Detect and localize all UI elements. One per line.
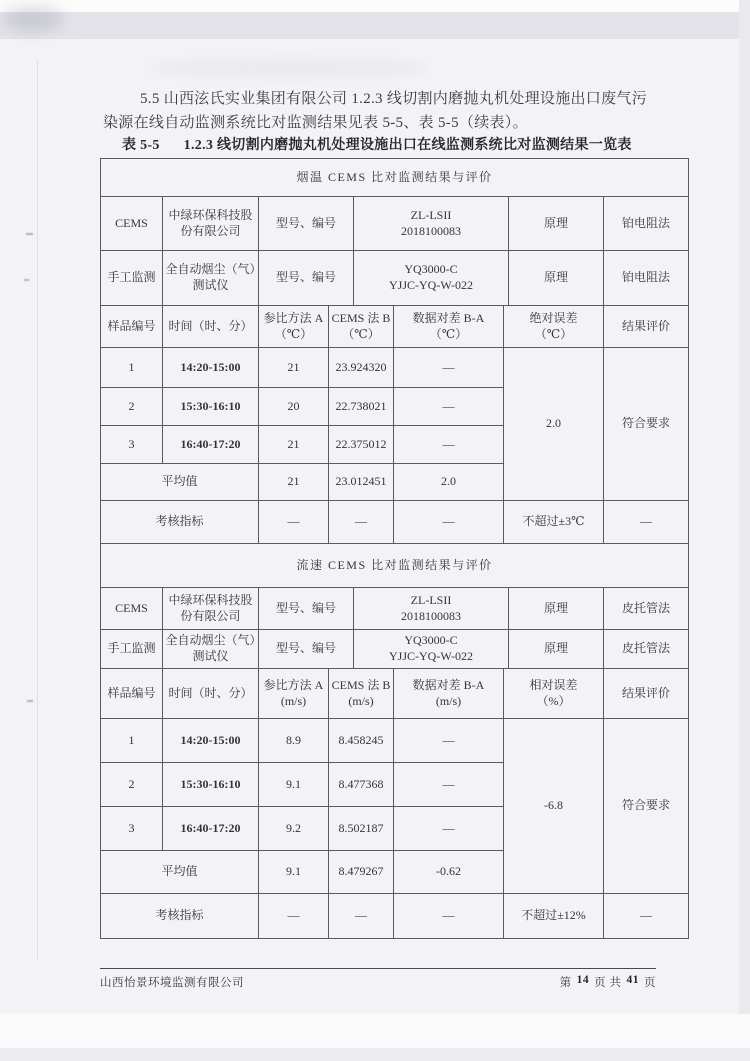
- time-range: 16:40-17:20: [163, 807, 259, 851]
- footer-company: 山西怡景环境监测有限公司: [100, 977, 244, 989]
- sample-no: 1: [101, 719, 163, 763]
- col-header-ref-unit: （℃）: [274, 326, 313, 341]
- cems-value: 22.738021: [329, 388, 394, 426]
- manual-label: 手工监测: [101, 630, 163, 669]
- table-row: [101, 630, 689, 669]
- assessment-cems: —: [329, 501, 394, 544]
- cems-model: ZL-LSII: [410, 207, 452, 222]
- col-header-cems-text: CEMS 法 B: [331, 310, 391, 325]
- manual-model-serial: [354, 251, 509, 306]
- comparison-results-table: [100, 158, 689, 939]
- col-header-error-text: 相对误差: [529, 677, 578, 692]
- manual-model: YQ3000-C: [404, 262, 458, 277]
- page-prefix: 第: [559, 977, 572, 989]
- scan-artifact: [24, 279, 29, 281]
- page-current: 14: [576, 974, 590, 986]
- cems-value: 8.479267: [329, 851, 394, 894]
- time-range: 14:20-15:00: [163, 719, 259, 763]
- col-header-diff-unit: （℃）: [429, 326, 468, 341]
- col-header-sample: 样品编号: [101, 306, 163, 348]
- table-row: [101, 544, 689, 588]
- section-flow-velocity: [101, 544, 689, 939]
- assessment-row: [101, 501, 689, 544]
- col-header-ref-text: 参比方法 A: [263, 677, 324, 692]
- assessment-result: —: [604, 894, 689, 939]
- diff-value: 2.0: [394, 464, 504, 501]
- assessment-limit: 不超过±12%: [504, 894, 604, 939]
- scan-smudge: [150, 60, 430, 76]
- ref-value: 20: [259, 388, 329, 426]
- model-label: 型号、编号: [259, 630, 354, 669]
- time-range: 15:30-16:10: [163, 763, 259, 807]
- diff-value: —: [394, 426, 504, 464]
- ref-value: 21: [259, 348, 329, 388]
- table-row: [101, 197, 689, 251]
- col-header-diff-text: 数据对差 B-A: [412, 310, 485, 325]
- table-row: [101, 251, 689, 306]
- col-header-diff-unit: (m/s): [435, 693, 462, 708]
- col-header-result: 结果评价: [604, 306, 689, 348]
- assessment-limit: 不超过±3℃: [504, 501, 604, 544]
- sample-no: 1: [101, 348, 163, 388]
- result-merged-value: 符合要求: [604, 719, 689, 894]
- assessment-label: 考核指标: [101, 501, 259, 544]
- sample-no: 2: [101, 763, 163, 807]
- col-header-sample: 样品编号: [101, 669, 163, 719]
- col-header-error: [504, 306, 604, 348]
- section-smoke-temperature: [101, 159, 689, 544]
- manual-label: 手工监测: [101, 251, 163, 306]
- manual-model-serial: [354, 630, 509, 669]
- page-middle: 页 共: [594, 977, 622, 989]
- col-header-time: 时间（时、分）: [163, 306, 259, 348]
- manual-serial: YJJC-YQ-W-022: [389, 278, 473, 292]
- section-title: 烟温 CEMS 比对监测结果与评价: [101, 159, 689, 197]
- intro-paragraph-line2: 染源在线自动监测系统比对监测结果见表 5-5、表 5-5（续表）。: [103, 115, 528, 131]
- table-row: [101, 159, 689, 197]
- principle-value: 皮托管法: [604, 630, 689, 669]
- cems-vendor: 中绿环保科技股份有限公司: [163, 588, 259, 630]
- time-range: 15:30-16:10: [163, 388, 259, 426]
- scan-gray-band: [0, 12, 750, 39]
- manual-vendor: 全自动烟尘（气）测试仪: [163, 251, 259, 306]
- col-header-result: 结果评价: [604, 669, 689, 719]
- col-header-cems-unit: (m/s): [348, 693, 374, 708]
- col-header-error-unit: （℃）: [534, 326, 573, 341]
- col-header-error: [504, 669, 604, 719]
- col-header-ref: [259, 306, 329, 348]
- ref-value: 21: [259, 426, 329, 464]
- model-label: 型号、编号: [259, 197, 354, 251]
- scan-edge-right: [739, 0, 750, 1061]
- diff-value: —: [394, 388, 504, 426]
- table-header-row: [101, 306, 689, 348]
- diff-value: —: [394, 807, 504, 851]
- cems-value: 23.924320: [329, 348, 394, 388]
- col-header-ref: [259, 669, 329, 719]
- scan-smudge: [2, 6, 64, 32]
- col-header-cems-text: CEMS 法 B: [331, 677, 391, 692]
- cems-value: 8.477368: [329, 763, 394, 807]
- col-header-diff: [394, 669, 504, 719]
- cems-model: ZL-LSII: [410, 592, 452, 607]
- diff-value: —: [394, 719, 504, 763]
- col-header-error-text: 绝对误差: [529, 310, 578, 325]
- cems-vendor: 中绿环保科技股份有限公司: [163, 197, 259, 251]
- diff-value: —: [394, 348, 504, 388]
- col-header-error-unit: （%）: [536, 693, 571, 708]
- principle-label: 原理: [509, 197, 604, 251]
- cems-serial: 2018100083: [401, 608, 461, 623]
- cems-value: 8.458245: [329, 719, 394, 763]
- result-merged-value: 符合要求: [604, 348, 689, 501]
- principle-label: 原理: [509, 251, 604, 306]
- col-header-ref-unit: (m/s): [280, 693, 307, 708]
- model-label: 型号、编号: [259, 251, 354, 306]
- data-row: [101, 348, 689, 388]
- footer-page-number: [560, 974, 656, 990]
- principle-value: 铂电阻法: [604, 197, 689, 251]
- intro-paragraph-line1: 5.5 山西泫氏实业集团有限公司 1.2.3 线切割内磨抛丸机处理设施出口废气污: [140, 91, 648, 107]
- scan-artifact: [27, 700, 33, 702]
- ref-value: 9.1: [259, 851, 329, 894]
- col-header-diff-text: 数据对差 B-A: [412, 677, 485, 692]
- cems-serial: 2018100083: [401, 223, 461, 238]
- time-range: 16:40-17:20: [163, 426, 259, 464]
- assessment-diff: —: [394, 501, 504, 544]
- table-caption: [122, 134, 632, 154]
- col-header-cems: [329, 669, 394, 719]
- assessment-row: [101, 894, 689, 939]
- scan-edge-top: [0, 0, 750, 12]
- manual-vendor: 全自动烟尘（气）测试仪: [163, 630, 259, 669]
- page-footer: [100, 968, 656, 990]
- principle-label: 原理: [509, 630, 604, 669]
- scan-artifact: [26, 233, 33, 235]
- ref-value: 8.9: [259, 719, 329, 763]
- col-header-ref-text: 参比方法 A: [263, 310, 324, 325]
- diff-value: -0.62: [394, 851, 504, 894]
- assessment-diff: —: [394, 894, 504, 939]
- average-label: 平均值: [101, 464, 259, 501]
- page-total: 41: [626, 974, 639, 986]
- average-label: 平均值: [101, 851, 259, 894]
- table-row: [101, 588, 689, 630]
- model-label: 型号、编号: [259, 588, 354, 630]
- table-header-row: [101, 669, 689, 719]
- scan-edge-bottom-gray: [0, 1048, 750, 1061]
- assessment-cems: —: [329, 894, 394, 939]
- page-fold-shadow: [37, 60, 38, 960]
- sample-no: 3: [101, 807, 163, 851]
- cems-value: 23.012451: [329, 464, 394, 501]
- principle-value: 皮托管法: [604, 588, 689, 630]
- error-merged-value: -6.8: [504, 719, 604, 894]
- col-header-time: 时间（时、分）: [163, 669, 259, 719]
- diff-value: —: [394, 763, 504, 807]
- cems-model-serial: [354, 197, 509, 251]
- col-header-cems: [329, 306, 394, 348]
- page-suffix: 页: [644, 977, 656, 989]
- cems-model-serial: [354, 588, 509, 630]
- manual-model: YQ3000-C: [404, 633, 458, 648]
- table-caption-title: 1.2.3 线切割内磨抛丸机处理设施出口在线监测系统比对监测结果一览表: [183, 138, 632, 153]
- time-range: 14:20-15:00: [163, 348, 259, 388]
- col-header-diff: [394, 306, 504, 348]
- ref-value: 9.1: [259, 763, 329, 807]
- assessment-ref: —: [259, 501, 329, 544]
- cems-label: CEMS: [101, 588, 163, 630]
- col-header-cems-unit: （℃）: [342, 326, 380, 341]
- cems-value: 8.502187: [329, 807, 394, 851]
- principle-label: 原理: [509, 588, 604, 630]
- cems-label: CEMS: [101, 197, 163, 251]
- ref-value: 21: [259, 464, 329, 501]
- assessment-ref: —: [259, 894, 329, 939]
- cems-value: 22.375012: [329, 426, 394, 464]
- manual-serial: YJJC-YQ-W-022: [389, 649, 473, 663]
- assessment-result: —: [604, 501, 689, 544]
- ref-value: 9.2: [259, 807, 329, 851]
- section-title: 流速 CEMS 比对监测结果与评价: [101, 544, 689, 588]
- principle-value: 铂电阻法: [604, 251, 689, 306]
- table-caption-label: 表 5-5: [122, 138, 160, 153]
- sample-no: 2: [101, 388, 163, 426]
- assessment-label: 考核指标: [101, 894, 259, 939]
- sample-no: 3: [101, 426, 163, 464]
- data-row: [101, 719, 689, 763]
- error-merged-value: 2.0: [504, 348, 604, 501]
